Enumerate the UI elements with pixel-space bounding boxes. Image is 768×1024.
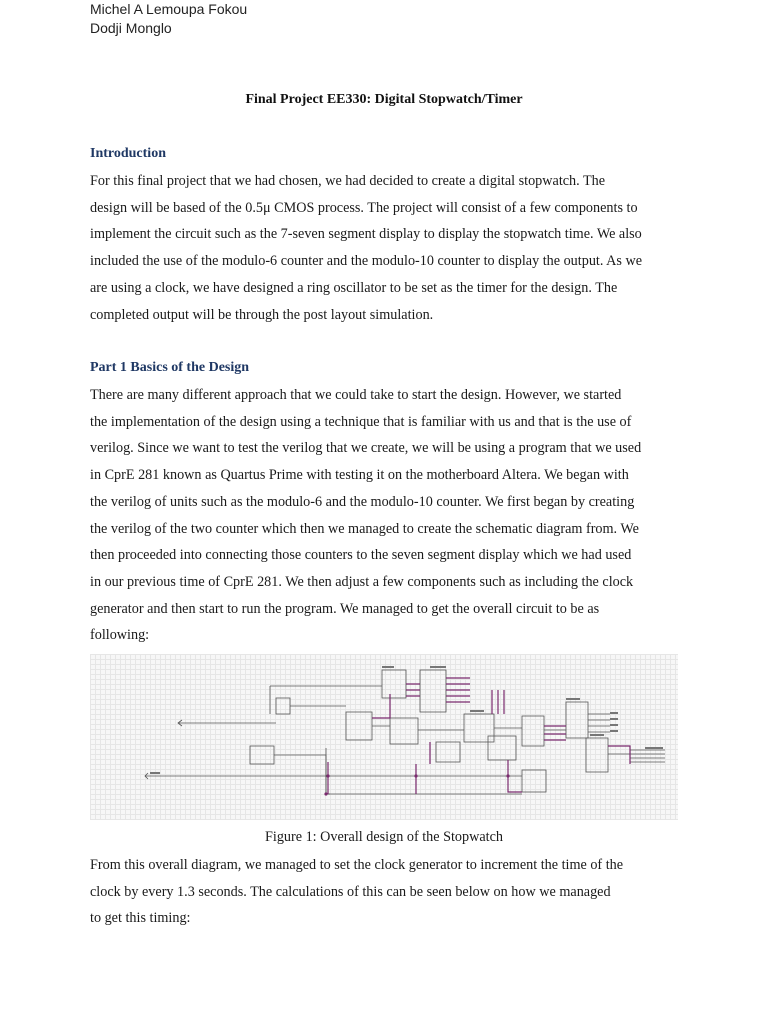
counter-block — [464, 714, 494, 742]
text-line: For this final project that we had chosen, we had decided to create a digital stopwatch. The — [90, 173, 606, 189]
text-line: in CprE 281 known as Quartus Prime with testing it on the motherboard Altera. We began with — [90, 467, 629, 484]
text-line: included the use of the modulo-6 counter and the modulo-10 counter to display the output. As we — [90, 253, 643, 270]
decoder-block — [420, 670, 446, 712]
text-line: verilog. Since we want to test the verilog that we create, we will be using a program that we used — [90, 440, 642, 457]
schematic-figure — [90, 654, 678, 820]
counter-block — [522, 770, 546, 792]
ring-oscillator-block — [250, 746, 274, 764]
counter-block — [346, 712, 372, 740]
text-line: implement the circuit such as the 7-seven segment display to display the stopwatch time. We also — [90, 226, 642, 243]
text-line: the verilog of units such as the modulo-6 and the modulo-10 counter. We first began by creating — [90, 493, 635, 510]
text-line: in our previous time of CprE 281. We then adjust a few components such as including the clock — [90, 573, 634, 590]
decoder-block — [522, 716, 544, 746]
bus-lines — [328, 678, 630, 794]
text-line: There are many different approach that we could take to start the design. However, we started — [90, 387, 622, 403]
author-list — [90, 0, 247, 38]
section-heading-part1: Part 1 Basics of the Design — [90, 360, 250, 375]
author-name: Dodji Monglo — [90, 20, 172, 36]
seven-segment-decoder — [586, 738, 608, 772]
clock-generator-block — [276, 698, 290, 714]
text-line: generator and then start to run the program. We managed to get the overall circuit to be as — [90, 600, 600, 617]
counter-block — [436, 742, 460, 762]
after-figure-paragraph — [90, 852, 690, 932]
schematic-diagram — [90, 654, 678, 820]
figure-caption: Figure 1: Overall design of the Stopwatch — [265, 829, 503, 845]
introduction-paragraph — [90, 168, 690, 328]
decoder-block — [382, 670, 406, 698]
seven-segment-decoder — [566, 702, 588, 738]
document-title: Final Project EE330: Digital Stopwatch/Timer — [245, 92, 523, 107]
section-heading-introduction: Introduction — [90, 146, 166, 161]
counter-block — [390, 718, 418, 744]
text-line: design will be based of the 0.5μ CMOS process. The project will consist of a few components to — [90, 199, 638, 216]
counter-block — [488, 736, 516, 760]
text-line: completed output will be through the post layout simulation. — [90, 306, 434, 323]
text-line: then proceeded into connecting those counters to the seven segment display which we had used — [90, 547, 632, 564]
junction-dots — [324, 774, 509, 795]
text-line: clock by every 1.3 seconds. The calculations of this can be seen below on how we managed — [90, 883, 611, 900]
text-line: are using a clock, we have designed a ring oscillator to be set as the timer for the design. The — [90, 279, 618, 296]
part1-paragraph — [90, 382, 690, 649]
input-pin-clock — [178, 720, 200, 726]
text-line: to get this timing: — [90, 910, 191, 927]
text-line: the implementation of the design using a technique that is familiar with us and that is the use of — [90, 413, 632, 430]
text-line: From this overall diagram, we managed to set the clock generator to increment the time of the — [90, 857, 624, 873]
text-line: following: — [90, 627, 150, 644]
author-name: Michel A Lemoupa Fokou — [90, 1, 248, 17]
text-line: the verilog of the two counter which then we managed to create the schematic diagram from. We — [90, 520, 639, 537]
